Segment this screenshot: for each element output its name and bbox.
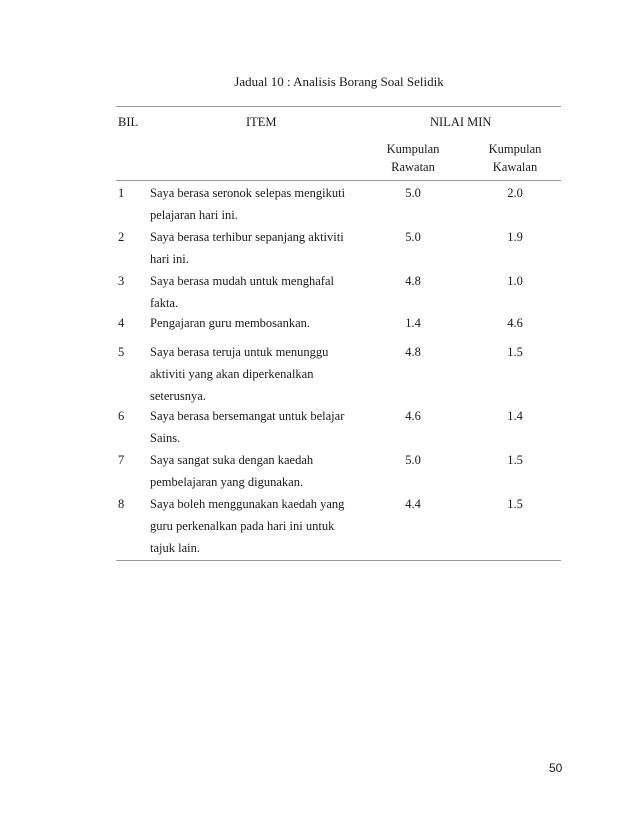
row-item-line: hari ini. [150, 252, 189, 266]
row-rawatan: 5.0 [405, 453, 421, 467]
row-item-line: pelajaran hari ini. [150, 208, 238, 222]
row-item-line: Saya boleh menggunakan kaedah yang [150, 497, 345, 511]
row-item [150, 449, 360, 493]
row-rawatan: 4.8 [405, 274, 421, 288]
header-nilai-min: NILAI MIN [430, 115, 492, 129]
row-item-line: tajuk lain. [150, 541, 200, 555]
row-item-line: Saya sangat suka dengan kaedah [150, 453, 314, 467]
row-kawalan: 1.9 [507, 230, 523, 244]
header-rawatan-line-2: Rawatan [391, 160, 435, 174]
row-item-line: Saya berasa mudah untuk menghafal [150, 274, 334, 288]
header-kumpulan-kawalan [475, 140, 555, 176]
header-kawalan-line-1: Kumpulan [488, 142, 542, 156]
row-bil: 3 [118, 274, 125, 288]
row-item-line: Saya berasa seronok selepas mengikuti [150, 186, 346, 200]
row-rawatan: 5.0 [405, 186, 421, 200]
table-top-rule [116, 106, 561, 107]
row-kawalan: 1.5 [507, 453, 523, 467]
row-item [150, 226, 360, 270]
row-rawatan: 1.4 [405, 316, 421, 330]
row-bil: 6 [118, 409, 125, 423]
row-item-line: Sains. [150, 431, 181, 445]
row-rawatan: 4.8 [405, 345, 421, 359]
row-bil: 4 [118, 316, 125, 330]
row-item [150, 405, 360, 449]
row-bil: 7 [118, 453, 125, 467]
row-item-line: Pengajaran guru membosankan. [150, 316, 311, 330]
row-bil: 5 [118, 345, 125, 359]
row-item [150, 341, 360, 407]
table-bottom-rule [116, 560, 561, 561]
row-item-line: Saya berasa teruja untuk menunggu [150, 345, 329, 359]
row-kawalan: 1.5 [507, 497, 523, 511]
row-item-line: Saya berasa terhibur sepanjang aktiviti [150, 230, 344, 244]
table-caption: Jadual 10 : Analisis Borang Soal Selidik [234, 74, 444, 89]
row-item [150, 182, 360, 226]
row-item-line: pembelajaran yang digunakan. [150, 475, 304, 489]
row-rawatan: 4.4 [405, 497, 421, 511]
page-number: 50 [549, 761, 563, 775]
header-kawalan-line-2: Kawalan [492, 160, 538, 174]
row-bil: 2 [118, 230, 125, 244]
header-bil: BIL [118, 115, 139, 129]
row-kawalan: 1.5 [507, 345, 523, 359]
row-kawalan: 4.6 [507, 316, 523, 330]
row-kawalan: 2.0 [507, 186, 523, 200]
row-item-line: seterusnya. [150, 389, 206, 403]
row-item-line: fakta. [150, 296, 179, 310]
header-item: ITEM [246, 115, 277, 129]
row-bil: 1 [118, 186, 125, 200]
row-rawatan: 5.0 [405, 230, 421, 244]
row-item-line: guru perkenalkan pada hari ini untuk [150, 519, 335, 533]
row-rawatan: 4.6 [405, 409, 421, 423]
row-item-line: aktiviti yang akan diperkenalkan [150, 367, 314, 381]
header-kumpulan-rawatan [373, 140, 453, 176]
header-rawatan-line-1: Kumpulan [386, 142, 440, 156]
row-item [150, 270, 360, 314]
row-item [150, 312, 360, 334]
row-kawalan: 1.0 [507, 274, 523, 288]
table-header-rule [116, 180, 561, 181]
row-item [150, 493, 360, 559]
row-kawalan: 1.4 [507, 409, 523, 423]
row-bil: 8 [118, 497, 125, 511]
row-item-line: Saya berasa bersemangat untuk belajar [150, 409, 345, 423]
